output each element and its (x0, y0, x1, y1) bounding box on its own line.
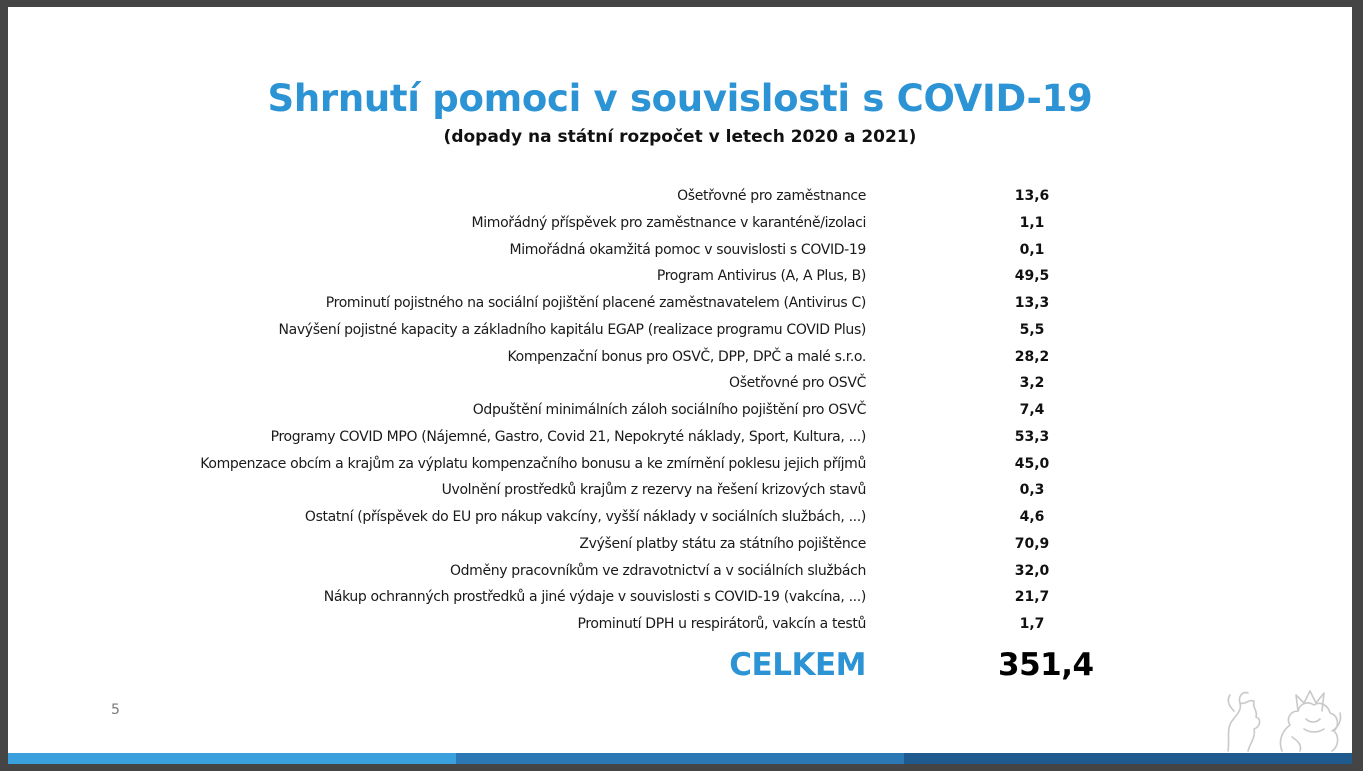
item-value: 3,2 (1019, 375, 1045, 392)
item-value: 49,5 (1014, 268, 1050, 285)
table-row (8, 292, 1352, 319)
item-label: Program Antivirus (A, A Plus, B) (656, 268, 866, 285)
table-row (8, 346, 1352, 373)
bottom-bar-segment (8, 753, 456, 764)
item-label: Prominutí pojistného na sociální pojištění placené zaměstnavatelem (Antivirus C) (325, 295, 866, 311)
table-row (8, 506, 1352, 533)
item-label: Programy COVID MPO (Nájemné, Gastro, Covid 21, Nepokryté náklady, Sport, Kultura, ...) (270, 428, 866, 445)
table-row (8, 265, 1352, 292)
table-row (8, 453, 1352, 480)
item-label: Nákup ochranných prostředků a jiné výdaje v souvislosti s COVID-19 (vakcína, ...) (323, 589, 866, 606)
items-table (8, 185, 1352, 640)
table-row (8, 533, 1352, 560)
item-label: Prominutí DPH u respirátorů, vakcín a testů (577, 616, 866, 632)
item-value: 45,0 (1014, 455, 1050, 472)
item-value: 70,9 (1014, 535, 1050, 552)
item-value: 1,1 (1019, 214, 1045, 231)
item-value: 13,3 (1014, 295, 1050, 311)
item-value: 53,3 (1014, 428, 1050, 445)
table-row (8, 399, 1352, 426)
page-title: Shrnutí pomoci v souvislosti s COVID-19 (267, 77, 1093, 120)
bottom-bar-segment (904, 753, 1352, 764)
table-row (8, 560, 1352, 587)
total-value: 351,4 (998, 647, 1094, 683)
item-value: 28,2 (1014, 348, 1050, 365)
item-value: 32,0 (1014, 562, 1050, 579)
total-label: CELKEM (729, 647, 866, 683)
bottom-color-bar (8, 753, 1352, 764)
item-label: Kompenzační bonus pro OSVČ, DPP, DPČ a malé s.r.o. (507, 348, 866, 365)
item-value: 4,6 (1019, 509, 1045, 525)
slide (8, 7, 1352, 764)
item-label: Navýšení pojistné kapacity a základního kapitálu EGAP (realizace programu COVID Plus) (278, 321, 866, 338)
bottom-bar-segment (456, 753, 904, 764)
page-subtitle: (dopady na státní rozpočet v letech 2020 a 2021) (443, 127, 917, 147)
item-value: 1,7 (1019, 616, 1045, 632)
item-label: Mimořádná okamžitá pomoc v souvislosti s COVID-19 (509, 241, 866, 258)
page-number: 5 (111, 702, 120, 718)
item-label: Mimořádný příspěvek pro zaměstnance v karanténě/izolaci (471, 214, 866, 231)
item-value: 21,7 (1014, 589, 1050, 606)
item-label: Ostatní (příspěvek do EU pro nákup vakcíny, vyšší náklady v sociálních službách, ...) (304, 509, 866, 525)
item-label: Zvýšení platby státu za státního pojištěnce (579, 535, 866, 552)
item-label: Odpuštění minimálních záloh sociálního pojištění pro OSVČ (472, 402, 866, 418)
table-row (8, 372, 1352, 399)
item-label: Odměny pracovníkům ve zdravotnictví a v sociálních službách (449, 562, 866, 579)
table-row (8, 239, 1352, 266)
table-row (8, 613, 1352, 640)
item-label: Kompenzace obcím a krajům za výplatu kompenzačního bonusu a ke zmírnění poklesu jejich příjmů (200, 455, 866, 472)
table-row (8, 479, 1352, 506)
table-row (8, 586, 1352, 613)
item-value: 13,6 (1014, 188, 1050, 204)
table-row (8, 426, 1352, 453)
item-label: Ošetřovné pro zaměstnance (677, 188, 866, 204)
table-row (8, 212, 1352, 239)
item-label: Ošetřovné pro OSVČ (729, 375, 866, 392)
czech-lion-emblem-icon (1220, 681, 1346, 753)
item-value: 7,4 (1019, 402, 1045, 418)
table-row (8, 319, 1352, 346)
item-value: 5,5 (1019, 321, 1045, 338)
table-row (8, 185, 1352, 212)
item-value: 0,1 (1019, 241, 1045, 258)
item-label: Uvolnění prostředků krajům z rezervy na řešení krizových stavů (441, 482, 866, 499)
item-value: 0,3 (1019, 482, 1045, 499)
